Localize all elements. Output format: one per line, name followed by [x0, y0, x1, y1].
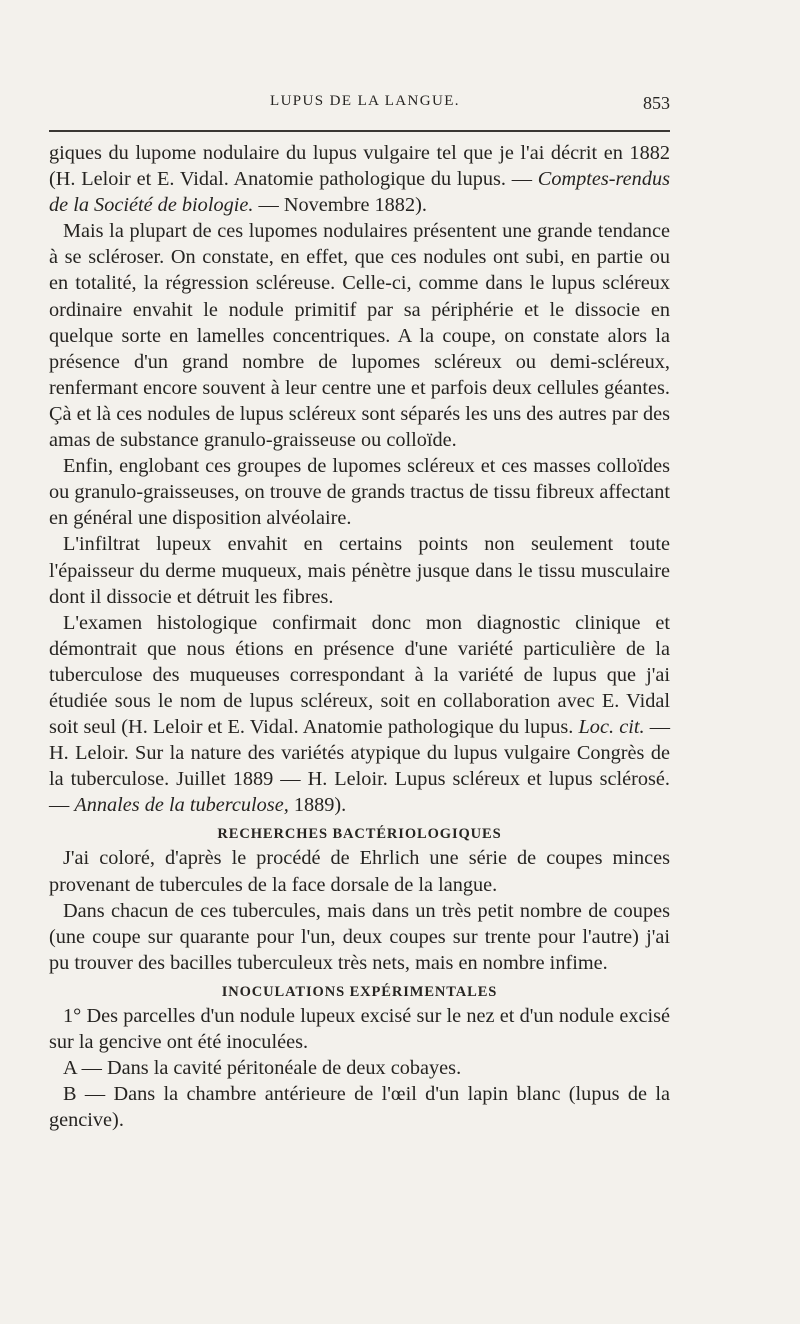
paragraph-5-text-a: L'examen histologique confirmait donc mon diagnostic clinique et démontrait que nous étions en présence d'une variété particulière de la tuberculose des muqueuses correspondant à la variété de lupus que j'ai étudiée sous le nom de lupus scléreux, soit en collaboration avec E. Vidal soit seul (H. Leloir et E. Vidal. Anatomie pathologique du lupus.: [49, 611, 670, 739]
section-heading-bacteriology: RECHERCHES BACTÉRIOLOGIQUES: [217, 826, 502, 843]
paragraph-6: J'ai coloré, d'après le procédé de Ehrlich une série de coupes minces provenant de tubercules de la face dorsale de la langue.: [49, 847, 670, 896]
paragraph-8: 1° Des parcelles d'un nodule lupeux excisé sur le nez et d'un nodule excisé sur la gencive ont été inoculées.: [49, 1004, 670, 1053]
paragraph-1: [49, 140, 670, 218]
paragraph-7: Dans chacun de ces tubercules, mais dans un très petit nombre de coupes (une coupe sur quarante pour l'un, deux coupes sur trente pour l'autre) j'ai pu trouver des bacilles tuberculeux très nets, mais en nombre infime.: [49, 899, 670, 974]
page-header: [49, 93, 670, 117]
paragraph-5-text-c: 1889).: [288, 794, 347, 817]
page-number: 853: [643, 93, 670, 113]
paragraph-1-citation: Comptes-rendus de la Société de biologie.: [49, 168, 670, 217]
paragraph-2: Mais la plupart de ces lupomes nodulaires présentent une grande tendance à se scléroser. On constate, en effet, que ces nodules ont subi, en partie ou en totalité, la régression scléreuse. Celle-ci, comme dans le lupus scléreux ordinaire envahit le nodule primitif par sa périphérie et le dissocie en quelque sorte en lamelles concentriques. A la coupe, on constate alors la présence d'un grand nombre de lupomes scléreux ou demi-scléreux, renfermant encore souvent à leur centre une et parfois deux cellules géantes. Çà et là ces nodules de lupus scléreux sont séparés les uns des autres par des amas de substance granulo-graisseuse ou colloïde.: [49, 220, 670, 452]
paragraph-4: L'infiltrat lupeux envahit en certains points non seulement toute l'épaisseur du derme muqueux, mais pénètre jusque dans le tissu musculaire dont il dissocie et détruit les fibres.: [49, 533, 670, 608]
paragraph-3: Enfin, englobant ces groupes de lupomes scléreux et ces masses colloïdes ou granulo-graisseuses, on trouve de grands tractus de tissu fibreux affectant en général une disposition alvéolaire.: [49, 455, 670, 530]
paragraph-10: B — Dans la chambre antérieure de l'œil d'un lapin blanc (lupus de la gencive).: [49, 1083, 670, 1132]
paragraph-5-loc-cit: Loc. cit.: [578, 716, 645, 739]
paragraph-5-citation: Annales de la tuberculose,: [74, 794, 289, 817]
running-title: LUPUS DE LA LANGUE.: [270, 93, 460, 109]
paragraph-5: [49, 610, 670, 819]
paragraph-5-text-b: — H. Leloir. Sur la nature des variétés atypique du lupus vulgaire Congrès de la tuberculose. Juillet 1889 — H. Leloir. Lupus scléreux et lupus sclérosé. —: [49, 716, 670, 817]
section-heading-inoculations: INOCULATIONS EXPÉRIMENTALES: [221, 983, 498, 1000]
body-text: [49, 140, 670, 1133]
paragraph-1-text-a: giques du lupome nodulaire du lupus vulgaire tel que je l'ai décrit en 1882 (H. Leloir et E. Vidal. Anatomie pathologique du lupus. —: [49, 142, 670, 191]
header-rule: [49, 130, 670, 132]
paragraph-1-text-b: — Novembre 1882).: [253, 194, 427, 217]
paragraph-9: A — Dans la cavité péritonéale de deux cobayes.: [63, 1057, 462, 1080]
